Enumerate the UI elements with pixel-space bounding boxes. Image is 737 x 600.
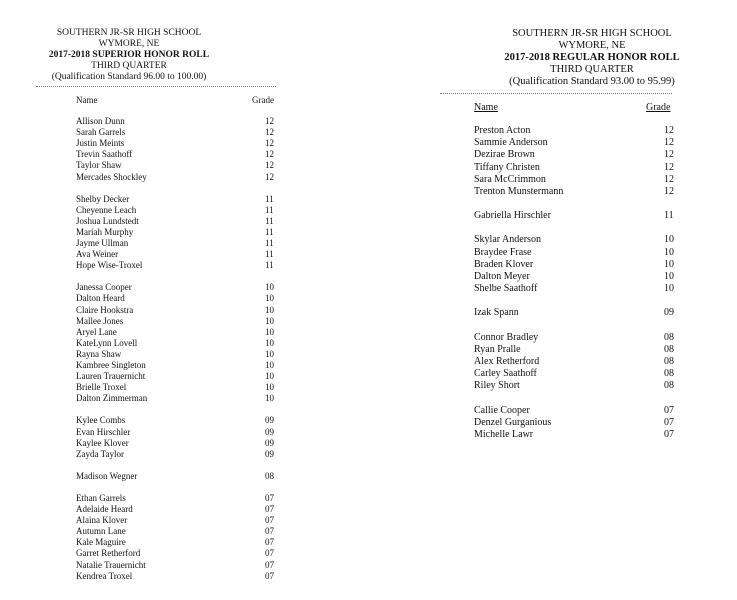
honor-roll-entry [76,238,285,249]
student-name: Callie Cooper [474,404,530,416]
student-grade: 10 [265,304,274,315]
student-name: Michelle Lawr [474,429,534,440]
student-name: Autumn Lane [76,526,126,537]
student-name: Carley Saathoff [474,368,537,380]
student-name: Alex Retherford [474,356,540,367]
student-name: Braydee Frase [474,246,532,258]
student-name: Kendrea Troxel [76,570,133,581]
honor-roll-entry [474,259,684,271]
honor-roll-entry [474,283,684,295]
student-name: Allison Dunn [76,116,125,126]
student-name: Adelaide Heard [76,504,133,514]
honor-roll-entry [474,271,684,283]
student-name: Ryan Pralle [474,343,521,355]
honor-roll-entry [474,307,684,319]
honor-roll-entry [474,344,684,356]
student-name: Kambree Singleton [76,360,146,370]
student-grade: 12 [265,127,274,138]
student-name: Dalton Meyer [474,271,530,282]
student-grade: 10 [265,337,274,348]
student-grade: 10 [265,360,274,370]
left-location: WYMORE, NE [98,39,160,49]
honor-roll-entry [76,249,285,260]
student-name: Trenton Munstermann [474,186,564,197]
honor-roll-entry [474,429,684,441]
student-grade: 07 [664,416,674,428]
student-name: KateLynn Lovell [76,337,138,348]
student-grade: 12 [265,116,274,126]
honor-roll-entry [76,138,285,149]
honor-roll-entry [76,260,285,271]
student-name: Braden Klover [474,258,534,270]
student-grade: 07 [265,492,274,503]
student-grade: 10 [265,315,274,326]
student-grade: 12 [265,138,274,149]
right-qualification: (Qualification Standard 93.00 to 95.99) [509,76,675,87]
honor-roll-entry [76,116,285,127]
honor-roll-entry [76,571,285,582]
student-grade: 07 [265,570,274,581]
honor-roll-entry [474,332,684,344]
student-name: Kaylee Klover [76,437,129,448]
student-name: Dezirae Brown [474,149,535,161]
student-name: Natalie Trauernicht [76,559,146,570]
student-name: Ethan Garrels [76,492,126,503]
student-grade: 08 [664,368,674,380]
honor-roll-entry [76,449,285,460]
student-name: Aryel Lane [76,326,117,337]
honor-roll-entry [76,227,285,238]
honor-roll-entry [76,360,285,371]
honor-roll-entry [76,393,285,404]
student-grade: 10 [664,283,674,295]
student-grade: 10 [664,271,674,282]
student-grade: 10 [265,382,274,393]
student-name: Zayda Taylor [76,448,124,459]
honor-roll-entry [76,560,285,571]
student-grade: 08 [265,470,274,481]
student-grade: 09 [664,307,674,319]
student-grade: 08 [664,380,674,392]
honor-roll-entry [76,172,285,183]
student-grade: 12 [664,137,674,149]
student-name: Cheyenne Leach [76,204,137,215]
student-grade: 10 [664,234,674,246]
student-name: Sammie Anderson [474,137,548,149]
student-name: Rayna Shaw [76,348,122,359]
student-name: Garret Retherford [76,548,141,559]
honor-roll-entry [76,194,285,205]
student-grade: 12 [265,171,274,182]
left-col-name-header: Name [76,95,98,105]
honor-roll-entry [76,427,285,438]
right-roll-title: 2017-2018 REGULAR HONOR ROLL [504,52,680,63]
honor-roll-entry [474,210,684,222]
student-grade: 11 [265,238,274,248]
regular-honor-roll [440,28,700,440]
student-grade: 07 [664,429,674,440]
right-col-grade-header: Grade [646,102,671,113]
student-grade: 12 [664,173,674,185]
honor-roll-entry [76,349,285,360]
student-grade: 08 [664,343,674,355]
student-grade: 12 [265,160,274,171]
right-dotted-divider [440,93,672,94]
honor-roll-entry [76,537,285,548]
student-name: Lauren Trauernicht [76,371,146,382]
student-grade: 07 [265,548,274,559]
honor-roll-entry [76,293,285,304]
student-name: Mercades Shockley [76,171,147,182]
honor-roll-entry [76,504,285,515]
left-qualification: (Qualification Standard 96.00 to 100.00) [51,72,207,82]
honor-roll-entry [76,316,285,327]
student-name: Taylor Shaw [76,160,122,171]
student-grade: 11 [265,249,274,260]
student-name: Joshua Lundstedt [76,215,139,226]
left-quarter: THIRD QUARTER [91,61,167,71]
honor-roll-entry [76,382,285,393]
student-name: Brielle Troxel [76,382,127,393]
student-grade: 07 [265,537,274,548]
student-grade: 10 [664,258,674,270]
honor-roll-entry [76,282,285,293]
honor-roll-entry [474,380,684,392]
left-dotted-divider [36,86,276,87]
student-name: Skylar Anderson [474,234,541,246]
student-grade: 07 [265,559,274,570]
student-grade: 12 [664,125,674,136]
honor-roll-entry [76,415,285,426]
student-grade: 11 [265,226,274,237]
student-grade: 11 [265,204,274,215]
honor-roll-entry [76,338,285,349]
honor-roll-entry [76,471,285,482]
student-name: Janessa Cooper [76,282,132,293]
student-grade: 10 [265,293,274,304]
honor-roll-entry [474,405,684,417]
honor-roll-entry [76,216,285,227]
student-name: Mallee Jones [76,315,124,326]
student-grade: 09 [265,448,274,459]
student-name: Shelbe Saathoff [474,283,538,295]
superior-honor-roll [30,28,290,581]
student-name: Jayme Ullman [76,238,129,248]
honor-roll-entry [474,125,684,137]
student-grade: 12 [265,149,274,160]
honor-roll-entry [76,327,285,338]
right-location: WYMORE, NE [558,40,626,51]
student-name: Gabriella Hirschler [474,210,551,222]
honor-roll-entry [474,234,684,246]
student-name: Justin Meints [76,138,125,149]
student-name: Sara McCrimmon [474,173,546,185]
student-name: Denzel Gurganious [474,416,552,428]
honor-roll-entry [474,162,684,174]
student-grade: 10 [265,371,274,382]
student-name: Mariah Murphy [76,226,134,237]
honor-roll-entry [76,438,285,449]
honor-roll-entry [474,174,684,186]
student-grade: 08 [664,331,674,343]
student-name: Hope Wise-Troxel [76,260,143,271]
left-header [30,28,228,83]
honor-roll-entry [76,548,285,559]
student-name: Kylee Combs [76,415,126,426]
student-name: Evan Hirschler [76,426,131,437]
student-grade: 07 [664,404,674,416]
student-grade: 10 [265,282,274,293]
honor-roll-entry [76,515,285,526]
student-grade: 09 [265,426,274,437]
student-name: Tiffany Christen [474,161,540,173]
honor-roll-entry [76,305,285,316]
honor-roll-entry [474,368,684,380]
student-name: Alaina Klover [76,515,128,526]
student-grade: 09 [265,415,274,426]
student-grade: 10 [265,326,274,337]
student-grade: 08 [664,356,674,367]
student-name: Dalton Zimmerman [76,393,148,404]
student-grade: 12 [664,149,674,161]
student-name: Trevin Saathoff [76,149,133,160]
student-name: Preston Acton [474,125,531,136]
student-name: Madison Wegner [76,470,138,481]
right-school-name: SOUTHERN JR-SR HIGH SCHOOL [512,28,672,39]
student-name: Izak Spann [474,307,519,319]
student-name: Shelby Decker [76,193,130,204]
student-grade: 09 [265,437,274,448]
student-grade: 12 [664,186,674,197]
student-grade: 10 [664,246,674,258]
student-grade: 11 [265,215,274,226]
left-school-name: SOUTHERN JR-SR HIGH SCHOOL [56,28,202,38]
student-grade: 10 [265,393,274,404]
student-grade: 12 [664,161,674,173]
student-name: Dalton Heard [76,293,125,304]
student-grade: 11 [664,210,674,222]
honor-roll-entry [76,127,285,138]
right-header [440,28,737,88]
student-name: Connor Bradley [474,331,539,343]
honor-roll-entry [474,247,684,259]
honor-roll-entry [474,417,684,429]
honor-roll-entry [76,526,285,537]
honor-roll-entry [76,149,285,160]
honor-roll-entry [474,149,684,161]
student-name: Riley Short [474,380,520,392]
honor-roll-entry [76,160,285,171]
student-name: Sarah Garrels [76,127,126,138]
honor-roll-entry [76,493,285,504]
student-grade: 07 [265,526,274,537]
right-col-name-header: Name [474,102,498,113]
honor-roll-entry [76,371,285,382]
left-col-grade-header: Grade [252,95,274,105]
student-grade: 07 [265,504,274,514]
honor-roll-entry [474,356,684,368]
student-grade: 11 [265,193,274,204]
student-grade: 07 [265,515,274,526]
student-name: Claire Hookstra [76,304,134,315]
student-name: Kale Maguire [76,537,126,548]
left-roll-title: 2017-2018 SUPERIOR HONOR ROLL [48,50,210,60]
student-name: Ava Weiner [76,249,119,260]
student-grade: 11 [265,260,274,271]
honor-roll-entry [76,205,285,216]
honor-roll-entry [474,137,684,149]
right-quarter: THIRD QUARTER [550,64,634,75]
student-grade: 10 [265,348,274,359]
honor-roll-entry [474,186,684,198]
